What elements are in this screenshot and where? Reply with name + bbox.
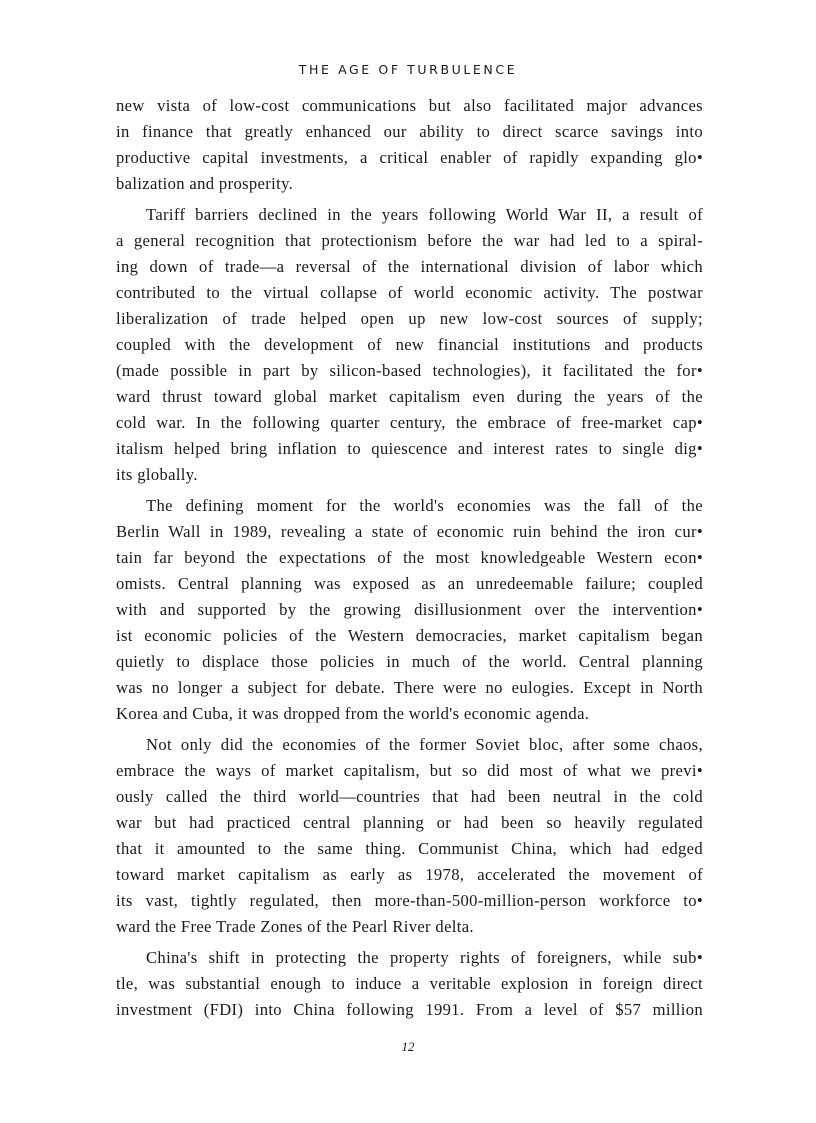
page-number: 12 <box>401 1039 415 1054</box>
text-line: tle, was substantial enough to induce a veritable explosion in foreign direct <box>116 974 703 993</box>
text-line: Berlin Wall in 1989, revealing a state of economic ruin behind the iron cur• <box>116 522 703 541</box>
text-line: in finance that greatly enhanced our ability to direct scarce savings into <box>116 122 703 141</box>
text-line: cold war. In the following quarter century, the embrace of free-market cap• <box>116 413 703 432</box>
text-line: Korea and Cuba, it was dropped from the world's economic agenda. <box>116 704 590 723</box>
text-line: its globally. <box>116 465 198 484</box>
text-line: liberalization of trade helped open up new low-cost sources of supply; <box>116 309 703 328</box>
text-line: war but had practiced central planning or had been so heavily regulated <box>116 813 703 832</box>
text-line: was no longer a subject for debate. There were no eulogies. Except in North <box>116 678 703 697</box>
paragraph <box>116 945 703 1023</box>
paragraph <box>116 493 703 727</box>
text-line: balization and prosperity. <box>116 174 294 193</box>
text-line: China's shift in protecting the property rights of foreigners, while sub• <box>146 948 703 967</box>
text-line: italism helped bring inflation to quiescence and interest rates to single dig• <box>116 439 703 458</box>
body-text <box>116 93 703 1023</box>
text-line: tain far beyond the expectations of the most knowledgeable Western econ• <box>116 548 703 567</box>
paragraph <box>116 732 703 940</box>
text-line: embrace the ways of market capitalism, but so did most of what we previ• <box>116 761 703 780</box>
running-head: THE AGE OF TURBULENCE <box>298 62 518 77</box>
text-line: omists. Central planning was exposed as an unredeemable failure; coupled <box>116 574 703 593</box>
text-line: productive capital investments, a critical enabler of rapidly expanding glo• <box>116 148 703 167</box>
text-line: Not only did the economies of the former Soviet bloc, after some chaos, <box>146 735 703 754</box>
text-line: toward market capitalism as early as 1978, accelerated the movement of <box>116 865 703 884</box>
text-line: coupled with the development of new financial institutions and products <box>116 335 703 354</box>
paragraph <box>116 202 703 488</box>
text-line: ward the Free Trade Zones of the Pearl River delta. <box>116 917 474 936</box>
text-line: investment (FDI) into China following 1991. From a level of $57 million <box>116 1000 703 1019</box>
paragraph <box>116 93 703 197</box>
text-line: ward thrust toward global market capitalism even during the years of the <box>116 387 703 406</box>
text-line: ist economic policies of the Western democracies, market capitalism began <box>116 626 703 645</box>
text-line: its vast, tightly regulated, then more-than-500-million-person workforce to• <box>116 891 703 910</box>
text-line: that it amounted to the same thing. Communist China, which had edged <box>116 839 703 858</box>
text-line: (made possible in part by silicon-based technologies), it facilitated the for• <box>116 361 703 380</box>
text-line: ing down of trade—a reversal of the international division of labor which <box>116 257 703 276</box>
text-line: contributed to the virtual collapse of world economic activity. The postwar <box>116 283 703 302</box>
text-line: new vista of low-cost communications but also facilitated major advances <box>116 96 703 115</box>
text-line: ously called the third world—countries that had been neutral in the cold <box>116 787 703 806</box>
text-line: The defining moment for the world's economies was the fall of the <box>146 496 703 515</box>
text-line: with and supported by the growing disillusionment over the intervention• <box>116 600 703 619</box>
text-line: quietly to displace those policies in much of the world. Central planning <box>116 652 703 671</box>
text-line: a general recognition that protectionism before the war had led to a spiral- <box>116 231 703 250</box>
text-line: Tariff barriers declined in the years following World War II, a result of <box>146 205 703 224</box>
